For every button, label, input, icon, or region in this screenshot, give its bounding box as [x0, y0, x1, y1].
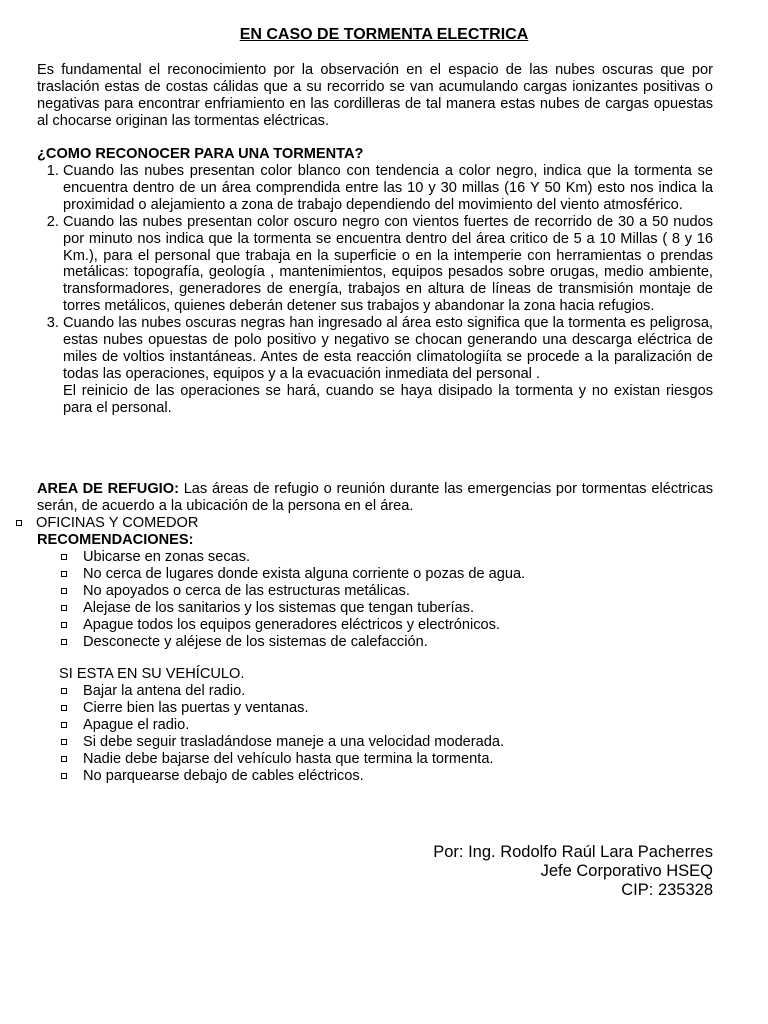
step-item: 1. Cuando las nubes presentan color blanco con tendencia a color negro, indica que la tormenta se encuentra dentro de un área comprendida entre las 10 y 30 millas (16 Y 50 Km) esto nos indica la proximidad o alejamiento a zona de trabajo dependiendo del movimiento del viento atmosférico. [63, 163, 713, 214]
list-item [59, 683, 504, 700]
list-item-text: Cierre bien las puertas y ventanas. [83, 699, 309, 716]
square-bullet-icon [61, 722, 67, 728]
square-bullet-icon [61, 571, 67, 577]
list-item [59, 734, 504, 751]
reinicio-note: El reinicio de las operaciones se hará, cuando se haya disipado la tormenta y no existan riesgos para el personal. [63, 382, 713, 416]
list-item [59, 717, 504, 734]
step-text: Cuando las nubes oscuras negras han ingresado al área esto significa que la tormenta es peligrosa, estas nubes opuestas de polo positivo y negativo se chocan generando una descarga eléctrica de miles de voltios instantáneas. Antes de esta reacción climatologiíta se procede a la paralización de todas las operaciones, equipos y a la evacuación inmediata del personal . [63, 315, 713, 382]
list-item [59, 751, 504, 768]
document-title: EN CASO DE TORMENTA ELECTRICA [239, 26, 529, 43]
list-item-text: Si debe seguir trasladándose maneje a una velocidad moderada. [83, 733, 505, 750]
list-item-text: Desconecte y aléjese de los sistemas de calefacción. [83, 633, 428, 650]
list-item [59, 583, 525, 600]
vehiculo-heading: SI ESTA EN SU VEHÍCULO. [59, 666, 245, 682]
step-item [63, 315, 713, 416]
list-item-text: Apague el radio. [83, 716, 190, 733]
signature-role: Jefe Corporativo HSEQ [540, 862, 713, 880]
list-item-text: Apague todos los equipos generadores eléctricos y electrónicos. [83, 616, 500, 633]
square-bullet-icon [61, 605, 67, 611]
area-refugio-paragraph [37, 481, 713, 515]
square-bullet-icon [61, 739, 67, 745]
square-bullet-icon [61, 639, 67, 645]
square-bullet-icon [61, 756, 67, 762]
list-item [59, 566, 525, 583]
list-item-text: No parquearse debajo de cables eléctricos. [83, 767, 364, 784]
square-bullet-icon [61, 773, 67, 779]
list-item-text: Ubicarse en zonas secas. [83, 549, 251, 565]
square-bullet-icon [61, 588, 67, 594]
list-item-text: No cerca de lugares donde exista alguna corriente o pozas de agua. [83, 565, 526, 582]
signature-cip: CIP: 235328 [621, 881, 713, 899]
area-refugio-label: AREA DE REFUGIO: [37, 481, 179, 497]
oficinas-label: OFICINAS Y COMEDOR [36, 515, 199, 531]
signature-block [433, 843, 713, 900]
list-item-text: No apoyados o cerca de las estructuras metálicas. [83, 582, 410, 599]
oficinas-item [14, 515, 198, 532]
square-bullet-icon [61, 705, 67, 711]
list-item [59, 549, 525, 566]
list-item-text: Bajar la antena del radio. [83, 683, 246, 699]
list-item [59, 768, 504, 785]
list-item [59, 600, 525, 617]
list-item-text: Alejase de los sanitarios y los sistemas que tengan tuberías. [83, 599, 475, 616]
list-item [59, 700, 504, 717]
square-bullet-icon [61, 688, 67, 694]
reconocer-steps-list [37, 163, 713, 417]
signature-author: Por: Ing. Rodolfo Raúl Lara Pacherres [433, 843, 713, 861]
intro-paragraph: Es fundamental el reconocimiento por la observación en el espacio de las nubes oscuras que por traslación estas de costas cálidas que a su recorrido se van acumulando cargas ionizantes positivas o negativas para encontrar enfriamiento en las cordilleras de tal manera estas nubes de cargas opuestas al chocarse originan las tormentas eléctricas. [37, 62, 713, 129]
list-item-text: Nadie debe bajarse del vehículo hasta que termina la tormenta. [83, 750, 494, 767]
step-item: 2. Cuando las nubes presentan color oscuro negro con vientos fuertes de recorrido de 30 a 50 nudos por minuto nos indica que la tormenta se encuentra dentro del área critico de 5 a 10 Millas ( 8 y 16 Km.), para el personal que trabaja en la superficie o en la intemperie con herramientas o prendas metálicas: topografía, geología , mantenimientos, equipos pesados sobre orugas, medio ambiente, transformadores, generadores de energía, trabajos en altura de líneas de transmisión montaje de torres metálicos, quienes deberán detener sus trabajos y abandonar la zona hacia refugios. [63, 214, 713, 315]
square-bullet-icon [61, 622, 67, 628]
list-item [59, 634, 525, 651]
square-bullet-icon [16, 520, 22, 526]
como-reconocer-heading: ¿COMO RECONOCER PARA UNA TORMENTA? [37, 146, 364, 162]
recomendaciones-heading: RECOMENDACIONES: [37, 532, 194, 548]
list-item [59, 617, 525, 634]
vehiculo-list [59, 683, 504, 784]
area-refugio-text: Las áreas de refugio o reunión durante las emergencias por tormentas eléctricas serán, de acuerdo a la ubicación de la persona en el área. [37, 481, 713, 514]
square-bullet-icon [61, 554, 67, 560]
recomendaciones-list [59, 549, 525, 650]
